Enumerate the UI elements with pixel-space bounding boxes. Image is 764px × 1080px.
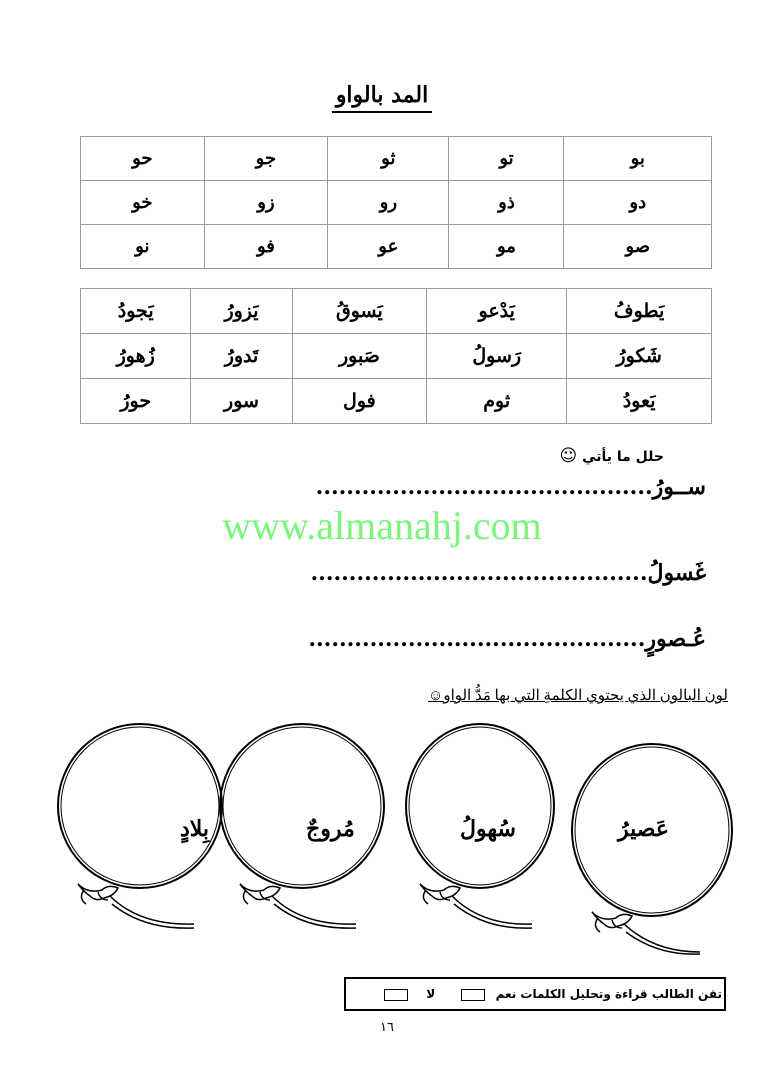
balloon-word[interactable]: مُروجٌ	[306, 816, 355, 842]
table-cell: صو	[564, 225, 712, 269]
page-title: المد بالواو	[0, 82, 764, 108]
smiley-icon: ☺	[428, 688, 444, 704]
exercise1-instruction: حلل ما يأتي ☺	[559, 446, 664, 466]
no-checkbox[interactable]	[384, 989, 408, 1001]
balloon-shape	[406, 724, 554, 888]
balloon-string	[272, 896, 356, 928]
balloon-word[interactable]: بِلادٍ	[180, 816, 210, 842]
table-cell: يَدْعو	[427, 289, 567, 334]
balloon-word[interactable]: سُهولُ	[460, 816, 516, 842]
table-cell: خو	[81, 181, 205, 225]
analysis-word: ســورُ	[652, 474, 706, 500]
balloon-shape	[223, 727, 381, 885]
balloon-shape	[58, 724, 222, 888]
smiley-icon: ☺	[559, 446, 578, 466]
table-cell: حورُ	[81, 379, 191, 424]
table-cell: يَطوفُ	[567, 289, 712, 334]
table-cell: شَكورُ	[567, 334, 712, 379]
yes-checkbox[interactable]	[461, 989, 485, 1001]
table-cell: نو	[81, 225, 205, 269]
balloon-string	[110, 896, 194, 928]
answer-dots[interactable]: ............................................	[310, 560, 648, 586]
table-cell: ثوم	[427, 379, 567, 424]
assessment-box	[344, 977, 726, 1011]
table-cell: حو	[81, 137, 205, 181]
table-cell: يَجودُ	[81, 289, 191, 334]
table-cell: زُهورُ	[81, 334, 191, 379]
table-cell: يَزورُ	[191, 289, 292, 334]
balloon-string	[452, 896, 532, 928]
table-cell: تَدورُ	[191, 334, 292, 379]
balloon-shape	[409, 727, 551, 885]
table-cell: تو	[449, 137, 564, 181]
balloon-word[interactable]: عَصيرُ	[618, 816, 669, 842]
watermark: www.almanahj.com	[222, 503, 542, 548]
table-cell: مو	[449, 225, 564, 269]
table-cell: يَسوقُ	[292, 289, 427, 334]
balloon-shape	[220, 724, 384, 888]
table-cell: ذو	[449, 181, 564, 225]
table-cell: جو	[204, 137, 328, 181]
balloon-shape	[61, 727, 219, 885]
table-cell: زو	[204, 181, 328, 225]
table-cell: رَسولُ	[427, 334, 567, 379]
exercise2-instruction: لون البالون الذي يحتوي الكلمةِ التي بها مَدُّ الواو☺	[428, 688, 728, 704]
answer-dots[interactable]: ............................................	[315, 474, 653, 500]
table-cell: سور	[191, 379, 292, 424]
table-cell: بو	[564, 137, 712, 181]
analysis-word: عُـصورٍ	[645, 626, 706, 652]
page-number: ١٦	[380, 1020, 394, 1035]
balloon-string	[624, 924, 700, 954]
no-label: لا	[426, 987, 436, 1001]
table-cell: رو	[328, 181, 449, 225]
assessment-text: تقن الطالب قراءة وتحليل الكلمات نعم	[495, 987, 722, 1001]
table-cell: صَبور	[292, 334, 427, 379]
table-cell: دو	[564, 181, 712, 225]
answer-dots[interactable]: ............................................	[308, 626, 646, 652]
table-cell: عو	[328, 225, 449, 269]
table-cell: يَعودُ	[567, 379, 712, 424]
table-cell: فو	[204, 225, 328, 269]
table-cell: ثو	[328, 137, 449, 181]
analysis-word: غَسولُ	[647, 560, 706, 586]
table-cell: فول	[292, 379, 427, 424]
